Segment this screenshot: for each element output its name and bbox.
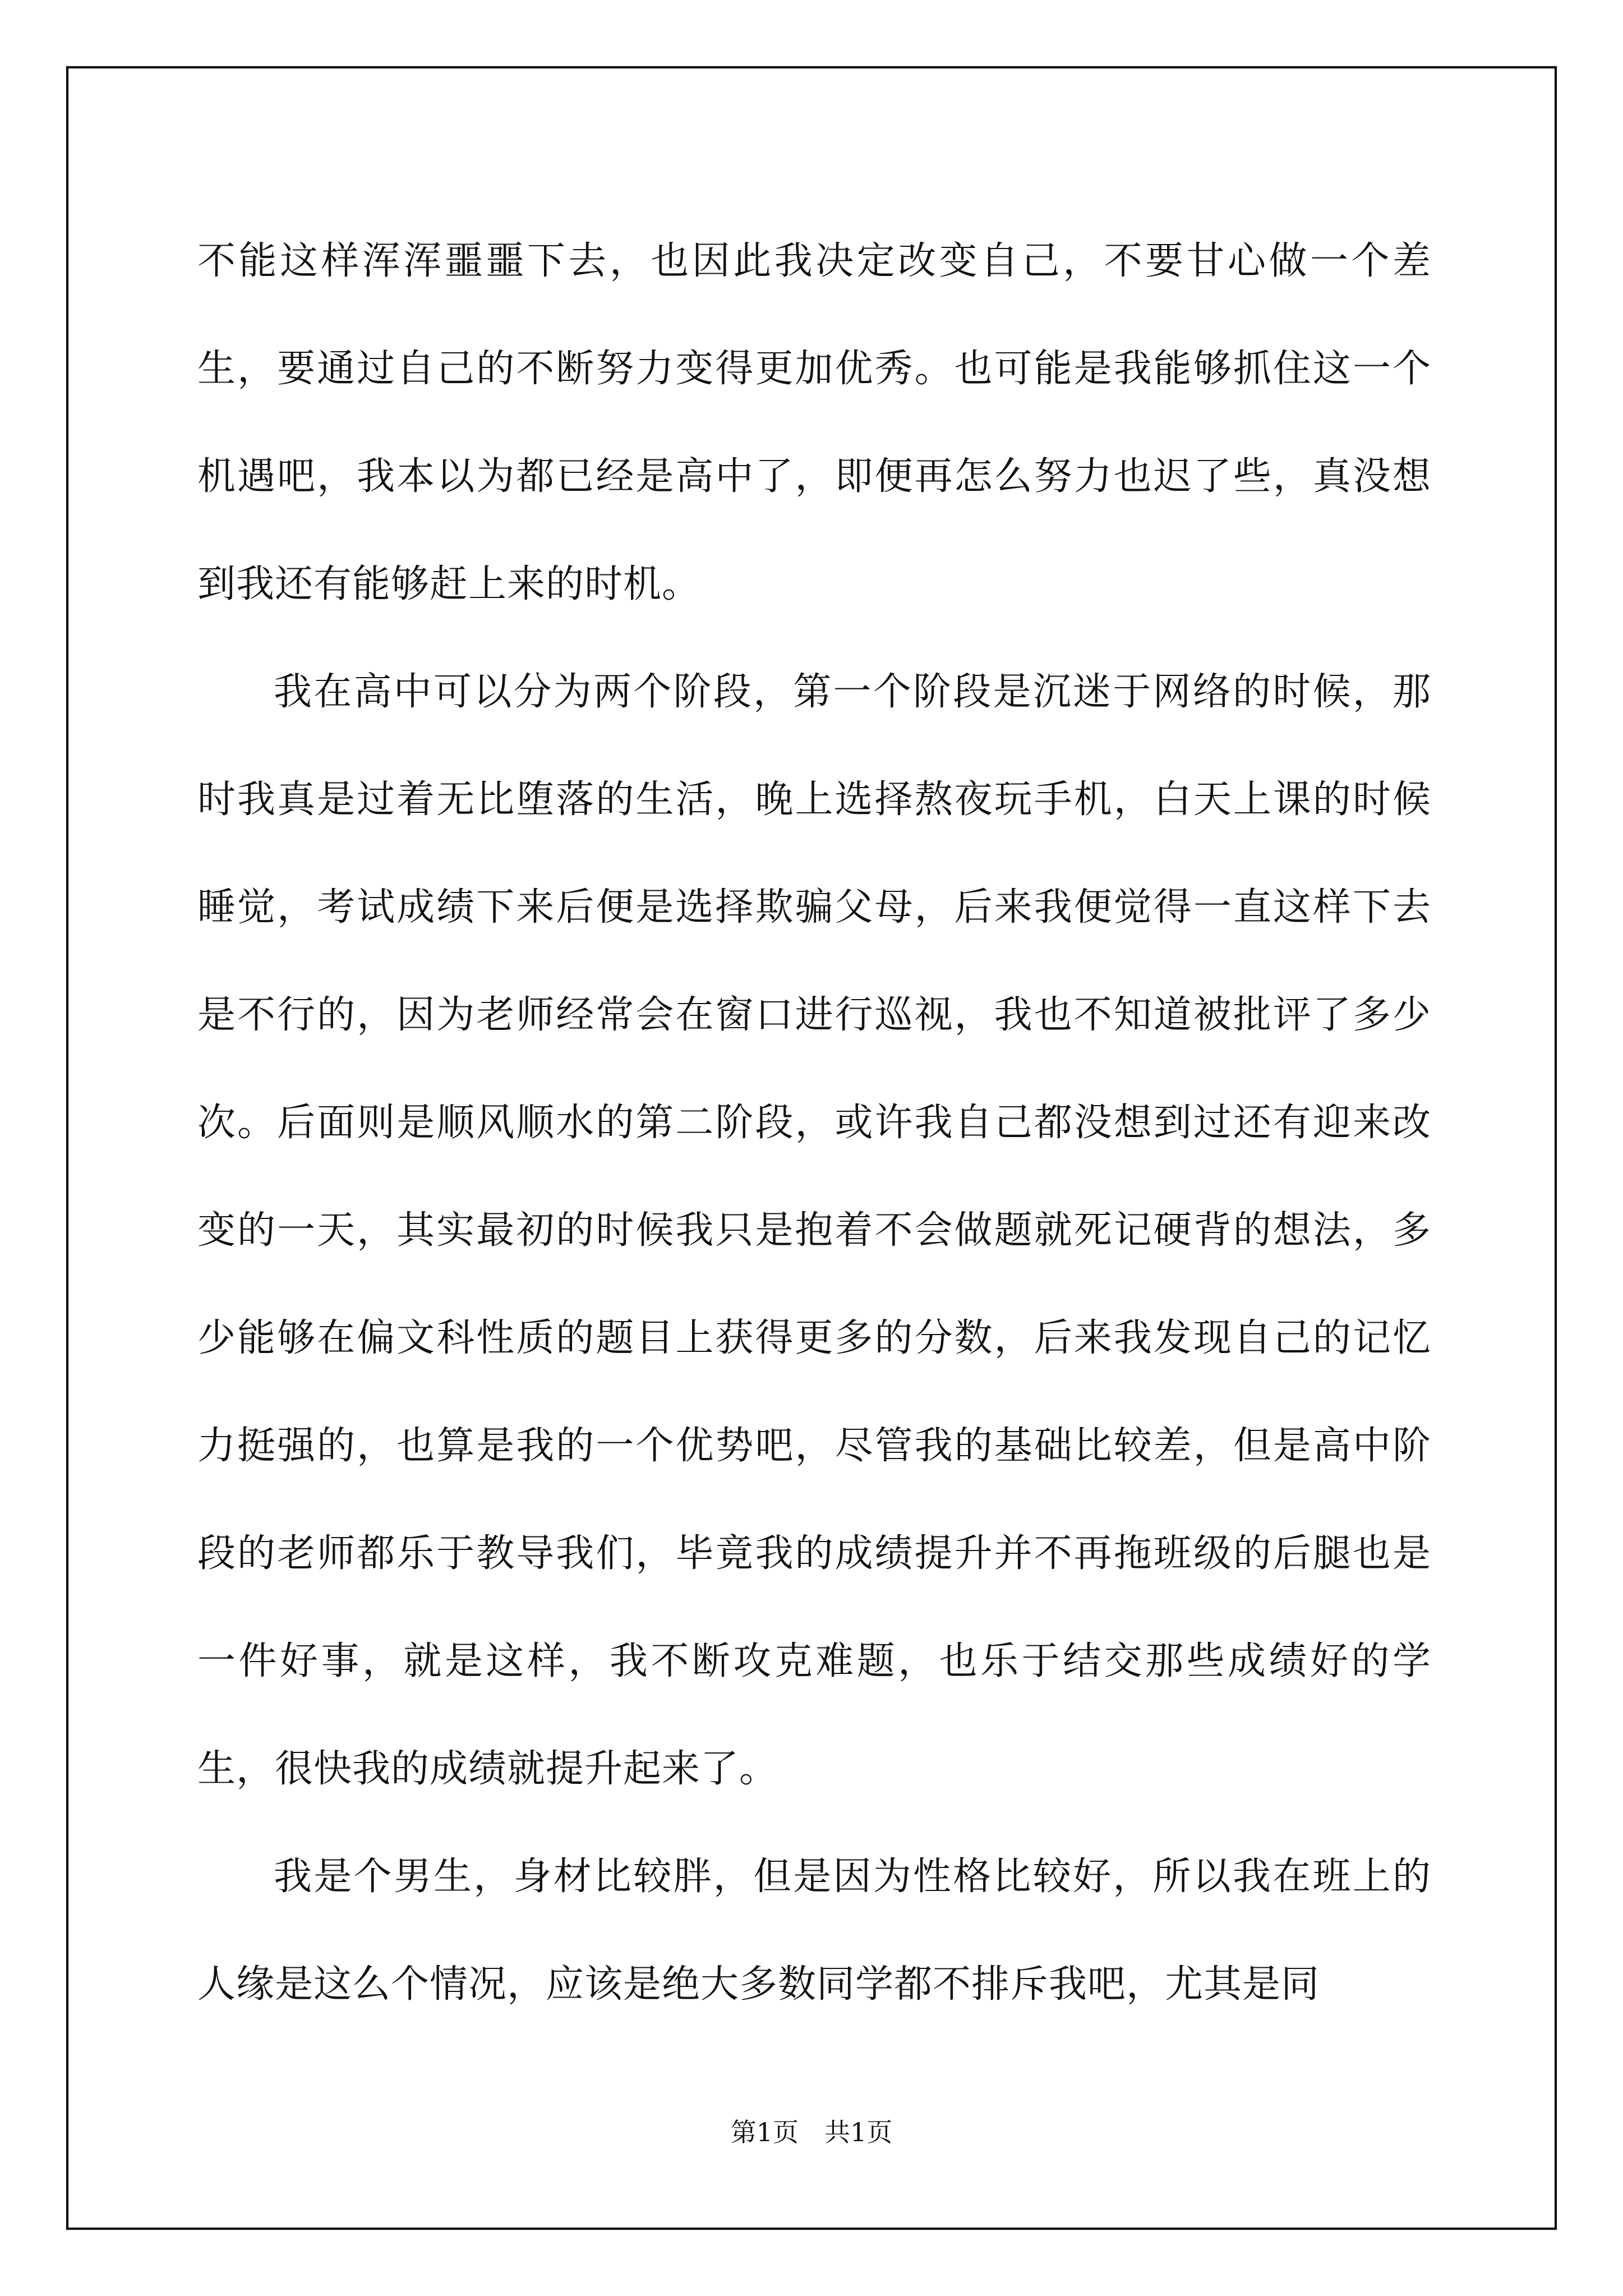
paragraph-2: 我在高中可以分为两个阶段，第一个阶段是沉迷于网络的时候，那时我真是过着无比堕落的生活，晚上选择熬夜玩手机，白天上课的时候睡觉，考试成绩下来后便是选择欺骗父母，后来我便觉得一直这样下去是不行的，因为老师经常会在窗口进行巡视，我也不知道被批评了多少次。后面则是顺风顺水的第二阶段，或许我自己都没想到过还有迎来改变的一天，其实最初的时候我只是抱着不会做题就死记硬背的想法，多少能够在偏文科性质的题目上获得更多的分数，后来我发现自己的记忆力挺强的，也算是我的一个优势吧，尽管我的基础比较差，但是高中阶段的老师都乐于教导我们，毕竟我的成绩提升并不再拖班级的后腿也是一件好事，就是这样，我不断攻克难题，也乐于结交那些成绩好的学生，很快我的成绩就提升起来了。 [197,670,1431,1791]
paragraph-3: 我是个男生，身材比较胖，但是因为性格比较好，所以我在班上的人缘是这么个情况，应该是绝大多数同学都不排斥我吧，尤其是同 [197,1855,1431,2007]
page-footer: 第1页 共1页 [730,2117,893,2147]
paragraph-1: 不能这样浑浑噩噩下去，也因此我决定改变自己，不要甘心做一个差生，要通过自己的不断努力变得更加优秀。也可能是我能够抓住这一个机遇吧，我本以为都已经是高中了，即便再怎么努力也迟了些，真没想到我还有能够赶上来的时机。 [197,239,1431,606]
document-body [197,208,1431,2039]
